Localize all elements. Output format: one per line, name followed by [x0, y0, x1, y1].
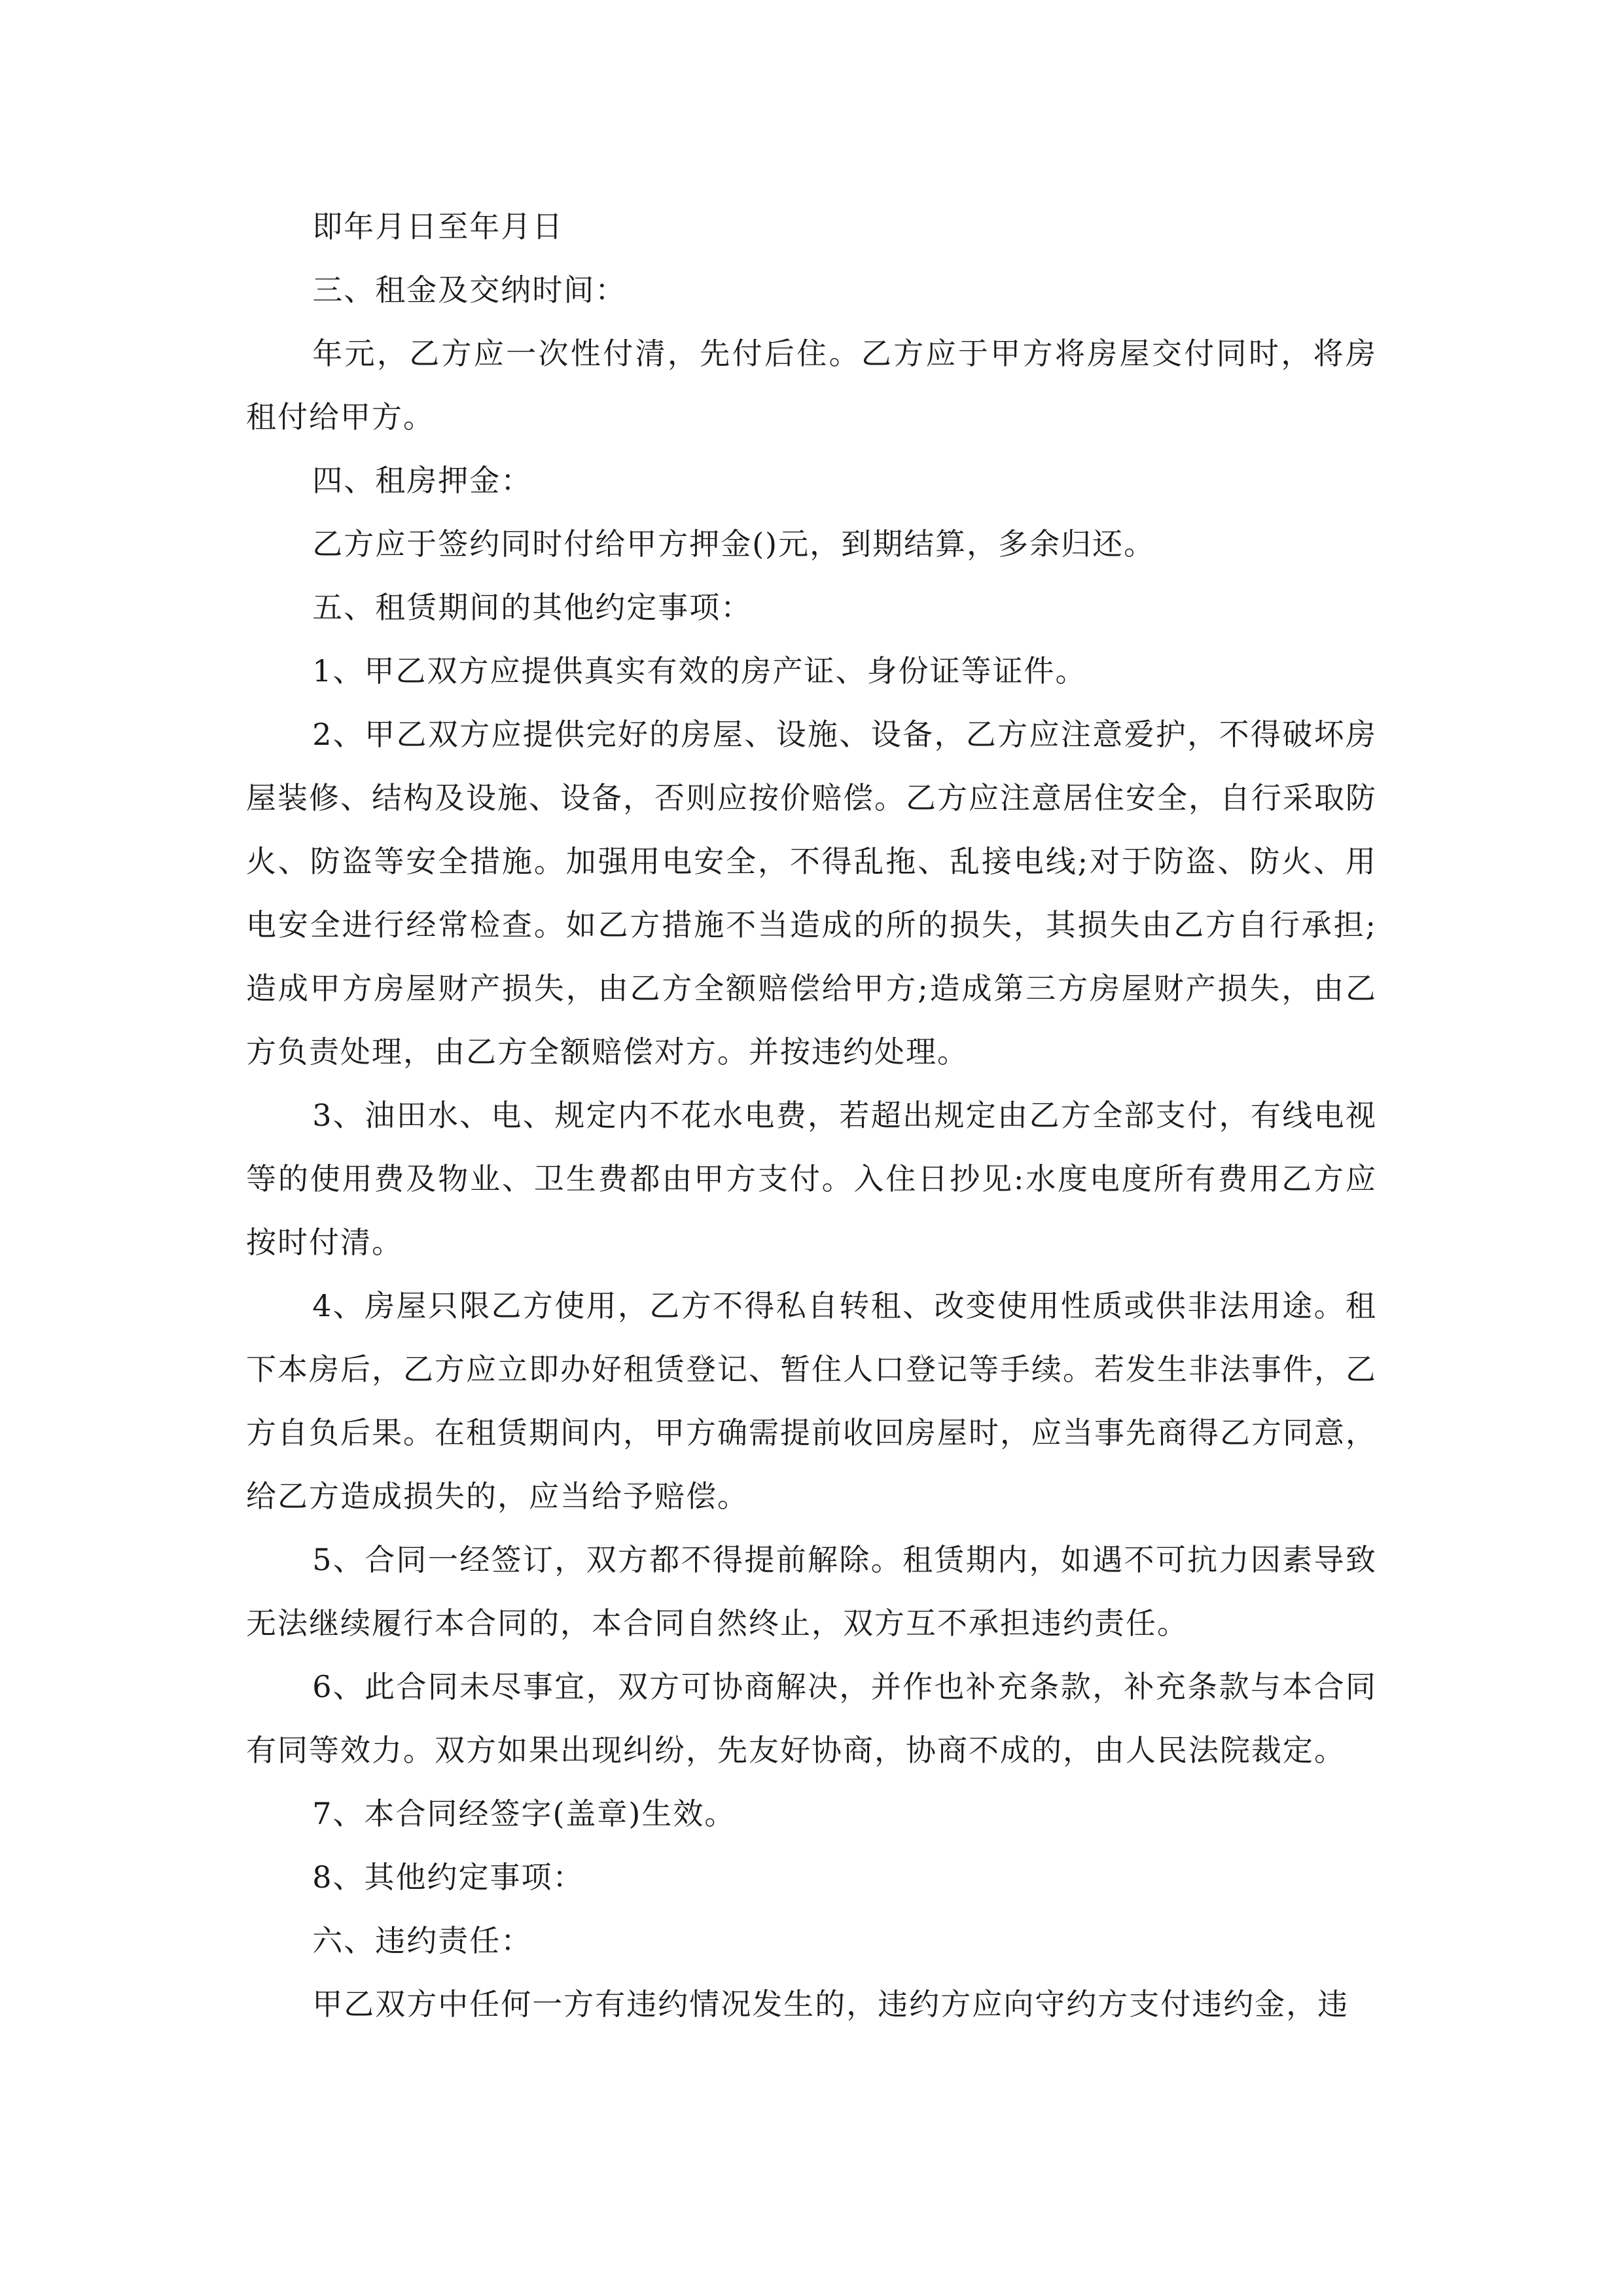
- heading-deposit: 四、租房押金：: [312, 463, 533, 498]
- clause-3-utilities: 3、油田水、电、规定内不花水电费，若超出规定由乙方全部支付，有线电视等的使用费及物业、卫生费都由甲方支付。入住日抄见:水度电度所有费用乙方应按时付清。: [246, 1098, 1377, 1260]
- contract-body: [246, 195, 1377, 2036]
- heading-breach-liability: 六、违约责任：: [312, 1923, 533, 1958]
- clause-7-effectiveness: 7、本合同经签字(盖章)生效。: [312, 1796, 736, 1831]
- clause-1-documents: 1、甲乙双方应提供真实有效的房产证、身份证等证件。: [312, 653, 1087, 689]
- paragraph-rent-payment: 年元，乙方应一次性付清，先付后住。乙方应于甲方将房屋交付同时，将房租付给甲方。: [246, 336, 1377, 435]
- heading-other-terms: 五、租赁期间的其他约定事项：: [312, 590, 753, 625]
- clause-4-use-restrictions: 4、房屋只限乙方使用，乙方不得私自转租、改变使用性质或供非法用途。租下本房后，乙方应立即办好租赁登记、暂住人口登记等手续。若发生非法事件，乙方自负后果。在租赁期间内，甲方确需提前收回房屋时，应当事先商得乙方同意，给乙方造成损失的，应当给予赔偿。: [246, 1288, 1377, 1514]
- paragraph-breach-liability: 甲乙双方中任何一方有违约情况发生的，违约方应向守约方支付违约金，违: [312, 1986, 1349, 2022]
- heading-rent-payment: 三、租金及交纳时间：: [312, 272, 627, 308]
- clause-8-other-terms: 8、其他约定事项：: [312, 1859, 584, 1895]
- clause-2-maintenance-safety: 2、甲乙双方应提供完好的房屋、设施、设备，乙方应注意爱护，不得破坏房屋装修、结构及设施、设备，否则应按价赔偿。乙方应注意居住安全，自行采取防火、防盗等安全措施。加强用电安全，不得乱拖、乱接电线;对于防盗、防火、用电安全进行经常检查。如乙方措施不当造成的所的损失，其损失由乙方自行承担;造成甲方房屋财产损失，由乙方全额赔偿给甲方;造成第三方房屋财产损失，由乙方负责处理，由乙方全额赔偿对方。并按违约处理。: [246, 717, 1377, 1069]
- paragraph-lease-term-dates: 即年月日至年月日: [312, 209, 564, 244]
- clause-5-termination: 5、合同一经签订，双方都不得提前解除。租赁期内，如遇不可抗力因素导致无法继续履行本合同的，本合同自然终止，双方互不承担违约责任。: [246, 1542, 1377, 1641]
- clause-6-disputes: 6、此合同未尽事宜，双方可协商解决，并作也补充条款，补充条款与本合同有同等效力。双方如果出现纠纷，先友好协商，协商不成的，由人民法院裁定。: [246, 1669, 1377, 1768]
- paragraph-deposit: 乙方应于签约同时付给甲方押金()元，到期结算，多余归还。: [312, 526, 1156, 562]
